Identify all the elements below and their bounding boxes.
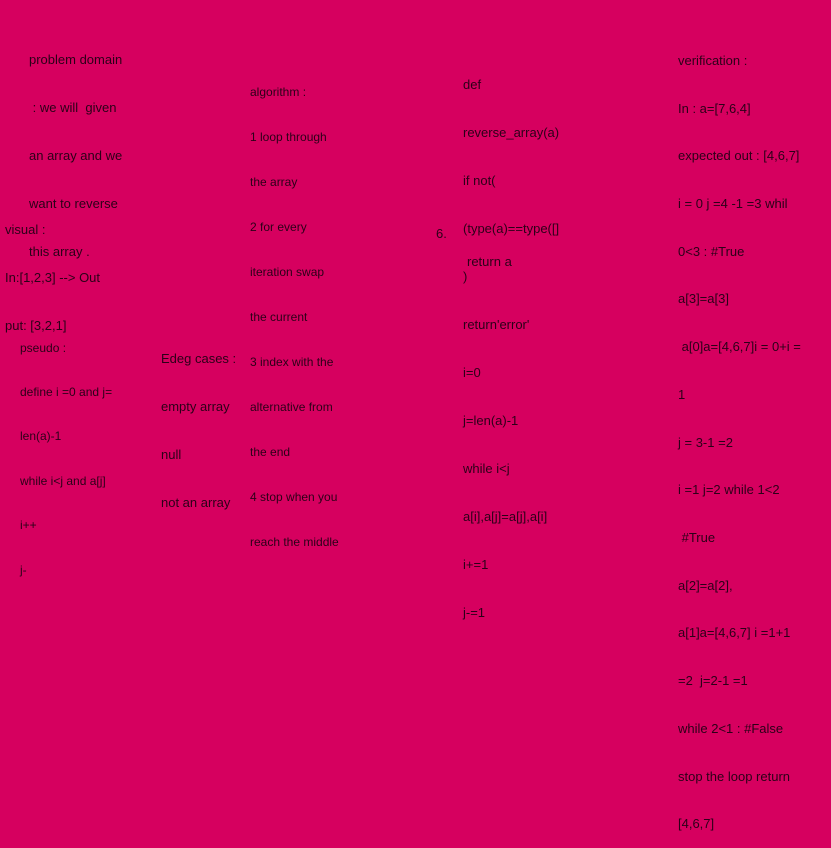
code-line: def [463,77,482,92]
code-line: (type(a)==type([] [463,221,560,236]
code-line: if not( [463,173,496,188]
problem-line: problem domain [29,52,123,67]
verification-line: i =1 j=2 while 1<2 [678,482,780,498]
code-line: reverse_array(a) [463,125,560,140]
code-line: i=0 [463,365,481,380]
verification-note [678,21,801,848]
problem-line: an array and we [29,148,123,163]
algorithm-line: 1 loop through [250,130,327,144]
edge-cases-note [161,319,236,527]
verification-line: while 2<1 : #False [678,720,784,736]
verification-line: i = 0 j =4 -1 =3 whil [678,195,788,211]
pseudo-line: define i =0 and j= [20,384,113,399]
edge-case-line: null [161,447,182,462]
code-note [463,45,559,637]
verification-line: a[0]a=[4,6,7]i = 0+i = [678,339,801,355]
algorithm-line: 2 for every [250,220,307,234]
verification-line: expected out : [4,6,7] [678,148,800,164]
verification-line: In : a=[7,6,4] [678,100,751,116]
verification-line: [4,6,7] [678,816,715,832]
problem-line: this array . [29,244,90,259]
code-line: ) [463,269,468,284]
verification-line: a[2]=a[2], [678,577,733,593]
problem-line: want to reverse [29,196,118,211]
pseudo-line: while i<j and a[j] [20,473,106,488]
algorithm-line: the current [250,310,308,324]
algorithm-line: iteration swap [250,265,325,279]
code-marker: 6. [436,226,447,241]
code-line: a[i],a[j]=a[j],a[i] [463,509,548,524]
visual-line: In:[1,2,3] --> Out [5,270,101,285]
edge-case-line: empty array [161,399,230,414]
problem-line: : we will given [29,100,117,115]
algorithm-line: reach the middle [250,535,339,549]
verification-line: j = 3-1 =2 [678,434,733,450]
edge-case-line: Edeg cases : [161,351,237,366]
pseudo-line: len(a)-1 [20,429,62,444]
algorithm-line: alternative from [250,400,333,414]
algorithm-line: 4 stop when you [250,490,338,504]
verification-line: 0<3 : #True [678,243,745,259]
code-line: j=len(a)-1 [463,413,519,428]
pseudocode-note [20,311,112,592]
algorithm-line: algorithm : [250,85,307,99]
visual-line: put: [3,2,1] [5,318,67,333]
algorithm-line: 3 index with the [250,355,334,369]
algorithm-note [250,55,339,565]
verification-line: verification : [678,52,748,68]
edge-case-line: not an array [161,495,231,510]
verification-line: a[3]=a[3] [678,291,729,307]
code-line: while i<j [463,461,510,476]
pseudo-line: j- [20,562,27,577]
verification-line: stop the loop return [678,768,791,784]
algorithm-line: the end [250,445,291,459]
code-line: i+=1 [463,557,489,572]
pseudo-line: pseudo : [20,340,67,355]
verification-line: 1 [678,386,686,402]
code-return: return a [467,254,512,269]
verification-line: #True [678,530,716,545]
visual-line: visual : [5,222,46,237]
pseudo-line: i++ [20,518,37,533]
verification-line: a[1]a=[4,6,7] i =1+1 [678,625,791,641]
verification-line: =2 j=2-1 =1 [678,673,748,689]
code-line: j-=1 [463,605,486,620]
code-line: return'error' [463,317,530,332]
algorithm-line: the array [250,175,298,189]
